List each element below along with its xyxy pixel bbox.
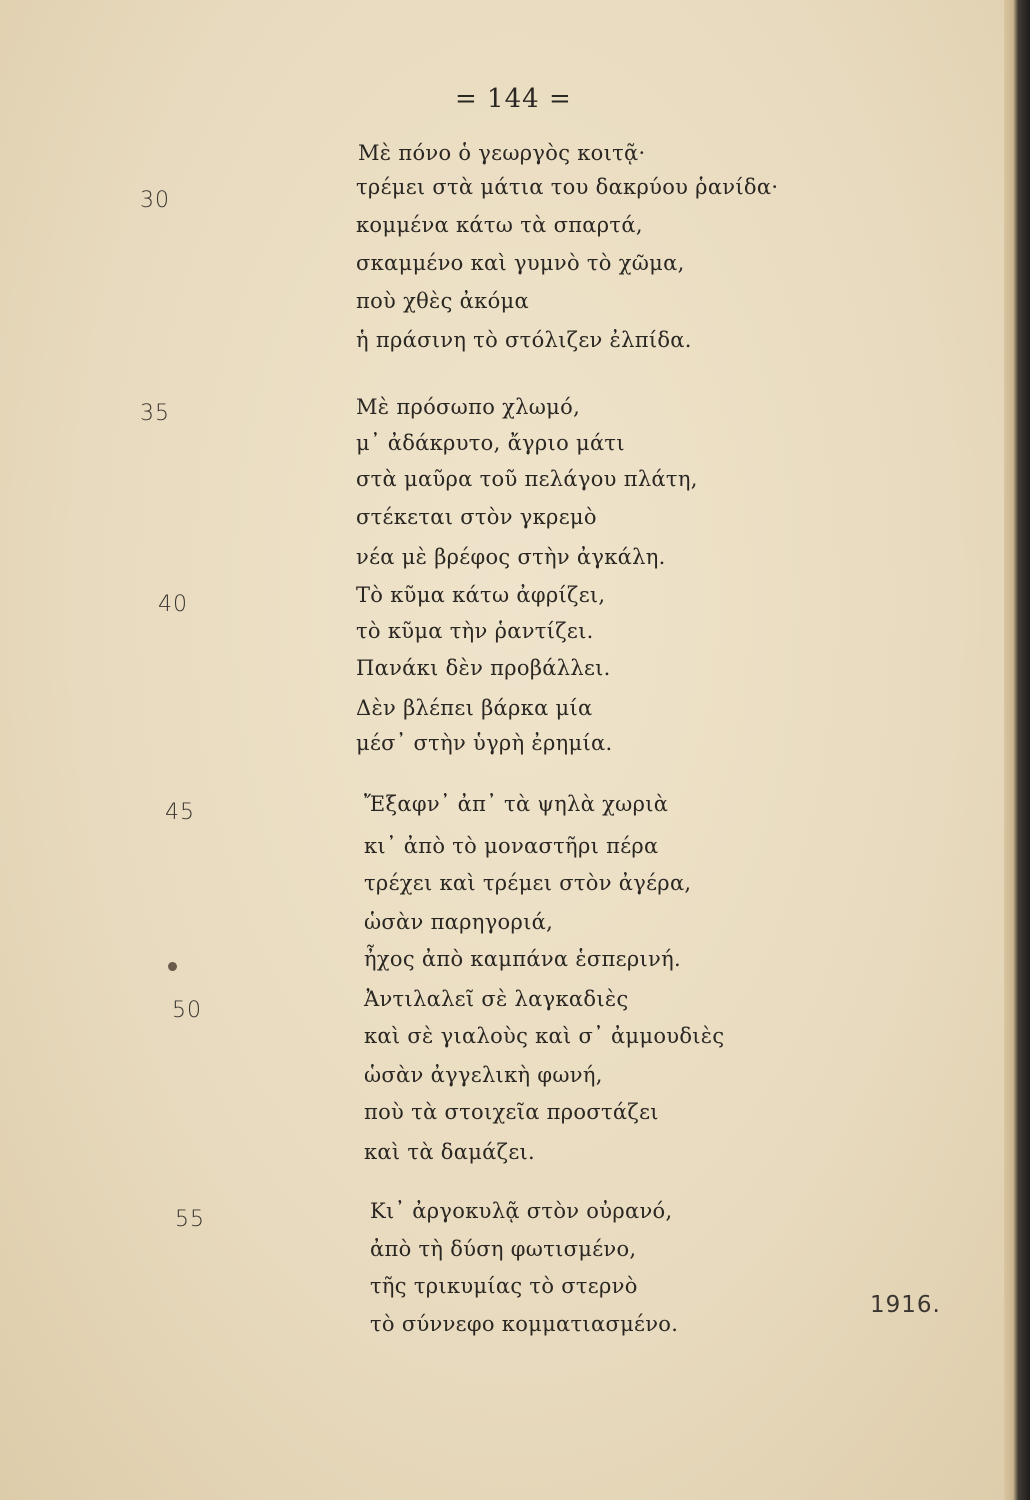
poem-line: Τὸ κῦμα κάτω ἀφρίζει, [356, 583, 606, 607]
poem-line: σκαμμένο καὶ γυμνὸ τὸ χῶμα, [356, 251, 685, 275]
poem-line: καὶ τὰ δαμάζει. [364, 1140, 536, 1164]
line-number: 35 [140, 401, 170, 426]
poem-line: Πανάκι δὲν προβάλλει. [356, 656, 611, 680]
poem-line: μέσ᾽ στὴν ὑγρὴ ἐρημία. [356, 731, 613, 755]
poem-line: ἦχος ἀπὸ καμπάνα ἑσπερινή. [364, 947, 681, 971]
line-number: 30 [140, 188, 170, 213]
line-number: 50 [172, 998, 202, 1023]
poem-line: ποὺ χθὲς ἀκόμα [356, 289, 529, 313]
poem-line: νέα μὲ βρέφος στὴν ἀγκάλη. [356, 545, 666, 569]
poem-line: τὸ κῦμα τὴν ῥαντίζει. [356, 619, 594, 643]
line-number: 40 [158, 592, 188, 617]
poem-line: Μὲ πόνο ὁ γεωργὸς κοιτᾷ· [358, 141, 646, 165]
poem-line: Δὲν βλέπει βάρκα μία [356, 696, 593, 720]
poem-line: Κι᾽ ἀργοκυλᾷ στὸν οὐρανό, [370, 1199, 673, 1223]
poem-line: στὰ μαῦρα τοῦ πελάγου πλάτη, [356, 467, 698, 491]
poem-line: ἡ πράσινη τὸ στόλιζεν ἐλπίδα. [356, 328, 692, 352]
ink-smudge [167, 961, 179, 973]
poem-line: στέκεται στὸν γκρεμὸ [356, 505, 597, 529]
poem-line: τρέχει καὶ τρέμει στὸν ἀγέρα, [364, 871, 692, 895]
poem-line: τρέμει στὰ μάτια του δακρύου ῥανίδα· [356, 175, 779, 199]
poem-line: Μὲ πρόσωπο χλωμό, [356, 395, 581, 419]
page-edge-shadow [1004, 0, 1030, 1500]
line-number: 45 [165, 800, 195, 825]
poem-line: κομμένα κάτω τὰ σπαρτά, [356, 213, 643, 237]
poem-date: 1916. [870, 1292, 941, 1318]
poem-line: ἀπὸ τὴ δύση φωτισμένο, [370, 1237, 637, 1261]
poem-line: μ᾽ ἀδάκρυτο, ἄγριο μάτι [356, 431, 625, 455]
poem-line: Ἀντιλαλεῖ σὲ λαγκαδιὲς [364, 987, 629, 1011]
poem-line: Ἔξαφν᾽ ἀπ᾽ τὰ ψηλὰ χωριὰ [364, 792, 669, 816]
poem-line: τῆς τρικυμίας τὸ στερνὸ [370, 1274, 638, 1298]
poem-line: ποὺ τὰ στοιχεῖα προστάζει [364, 1100, 659, 1124]
poem-line: κι᾽ ἀπὸ τὸ μοναστῆρι πέρα [364, 834, 659, 858]
page-number: = 144 = [455, 84, 572, 114]
line-number: 55 [175, 1207, 205, 1232]
poem-line: τὸ σύννεφο κομματιασμένο. [370, 1312, 679, 1336]
poem-line: ὡσὰν ἀγγελικὴ φωνή, [364, 1063, 603, 1087]
poem-line: ὡσὰν παρηγοριά, [364, 910, 554, 934]
poem-line: καὶ σὲ γιαλοὺς καὶ σ᾽ ἀμμουδιὲς [364, 1024, 725, 1048]
